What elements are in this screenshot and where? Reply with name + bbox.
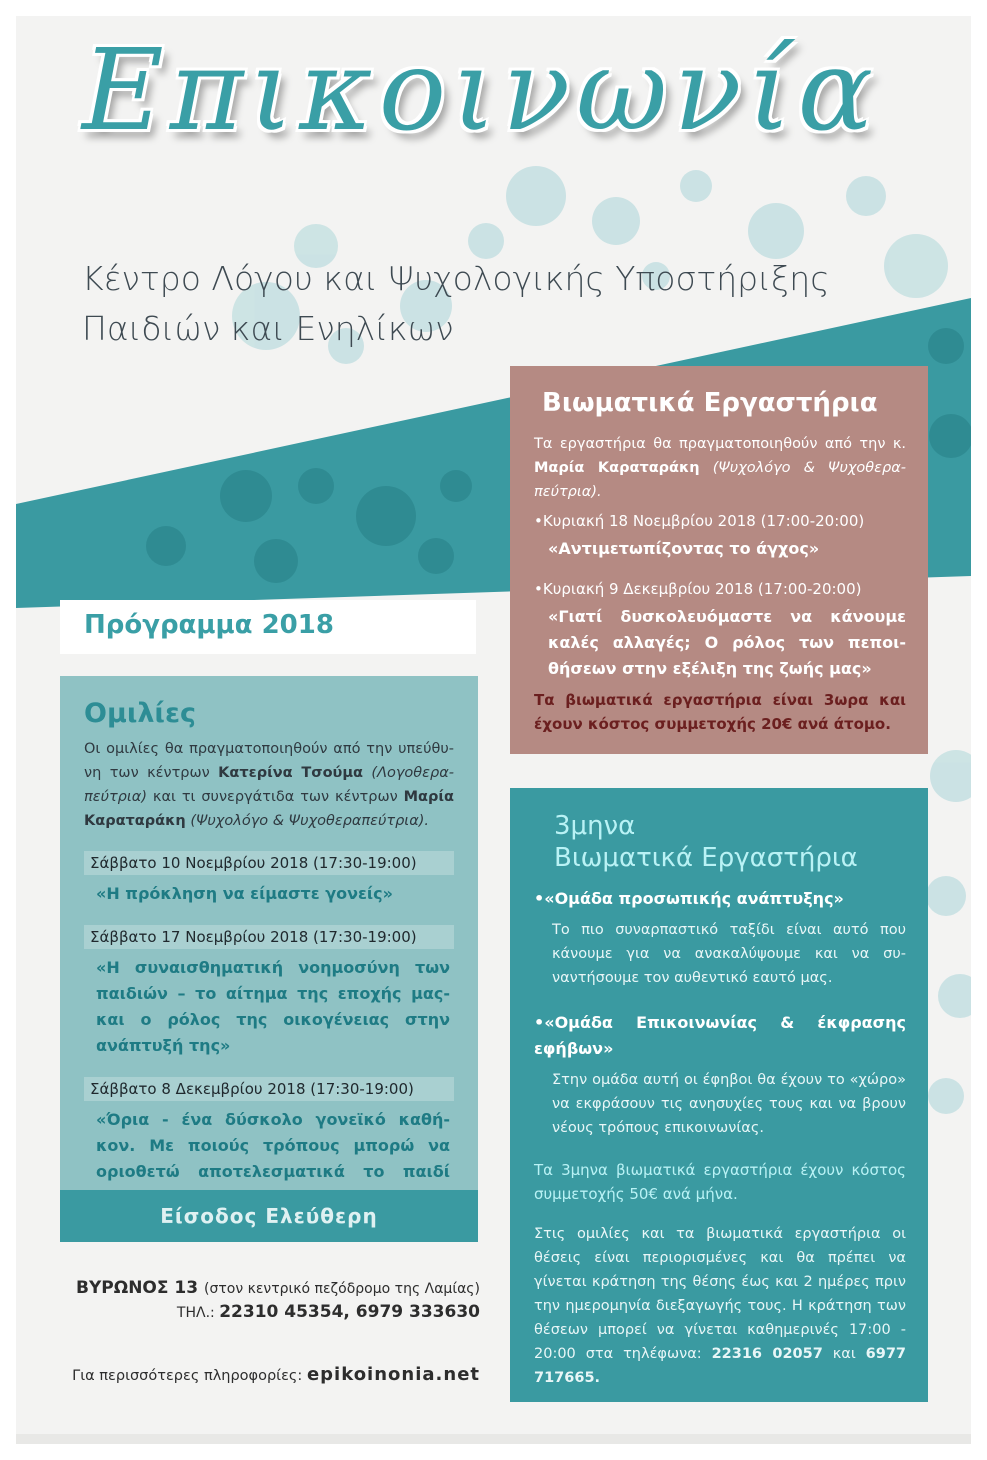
talk-1-date: Σάββατο 10 Νοεμβρίου 2018 — [90, 854, 309, 872]
workshop-2-date: Κυριακή 9 Δεκεμβρίου 2018 — [542, 580, 754, 598]
address-street: ΒΥΡΩΝΟΣ 13 — [76, 1278, 199, 1298]
workshops-host-name: Μαρία Καραταράκη — [534, 460, 700, 476]
talks-host-name-2: Μαρία Καραταράκη — [84, 789, 455, 829]
talk-3-title: «Όρια - ένα δύσκολο γονεϊκό καθή-κον. Με ποιούς τρόπους μπορώ να οριοθετώ αποτελεσματικά το παιδί — [96, 1110, 450, 1181]
talks-panel — [60, 676, 478, 1242]
tel-label: ΤΗΛ.: — [176, 1305, 215, 1321]
address — [62, 1278, 480, 1298]
workshops-host-role: (Ψυχολόγο & Ψυχοθερα-πεύτρια). — [534, 460, 906, 500]
subtitle-line-2: Παιδιών και Ενηλίκων — [82, 309, 454, 348]
workshop-2-title: «Γιατί δυσκολευόμαστε να κάνουμε καλές αλλαγές; Ο ρόλος των πεποι-θήσεων στην εξέλιξη της ζωής μας» — [548, 607, 906, 678]
talks-intro-text: Οι ομιλίες θα πραγματοποιηθούν από την υπεύθυ-νη των κέντρων — [84, 741, 454, 781]
talks-host-role-1: (Λογοθερα-πεύτρια) — [84, 765, 455, 805]
talk-1-date-row — [84, 851, 454, 875]
tel-numbers: 22310 45354, 6979 333630 — [219, 1302, 480, 1322]
free-entry-banner: Είσοδος Ελεύθερη — [60, 1190, 478, 1242]
workshop-1-time: (17:00-20:00) — [760, 512, 865, 530]
group-1-title: •«Ομάδα προσωπικής ανάπτυξης» — [534, 889, 844, 908]
group-1-title-text: «Ομάδα προσωπικής ανάπτυξης» — [544, 889, 844, 908]
monthly-title-line-2: Βιωματικά Εργαστήρια — [554, 843, 858, 873]
subtitle-line-1: Κέντρο Λόγου και Ψυχολογικής Υποστήριξης — [82, 259, 830, 298]
talk-3-date: Σάββατο 8 Δεκεμβρίου 2018 — [90, 1080, 306, 1098]
workshop-1-date-row: •Κυριακή 18 Νοεμβρίου 2018 (17:00-20:00) — [534, 512, 865, 530]
program-title: Πρόγραμμα 2018 — [84, 610, 334, 640]
booking-and: και — [832, 1346, 856, 1362]
talk-2-date: Σάββατο 17 Νοεμβρίου 2018 — [90, 928, 309, 946]
booking-phone-1: 22316 02057 — [711, 1346, 823, 1362]
workshop-2-date-row: •Κυριακή 9 Δεκεμβρίου 2018 (17:00-20:00) — [534, 580, 862, 598]
talk-2-date-row — [84, 925, 454, 949]
logo-title: Επικοινωνία — [82, 26, 880, 156]
group-2-title-text: «Ομάδα Επικοινωνίας & έκφρασης εφήβων» — [534, 1013, 906, 1058]
group-1-desc: Το πιο συναρπαστικό ταξίδι είναι αυτό που κάνουμε για να ανακαλύψουμε και να συ-ναντήσουμε τον αυθεντικό εαυτό μας. — [552, 922, 906, 986]
talks-intro-text-2: και τι συνεργάτιδα των κέντρων — [152, 789, 398, 805]
more-info — [62, 1364, 480, 1385]
talk-3-time: (17:30-19:00) — [310, 1080, 414, 1098]
website-link[interactable]: epikoinonia.net — [306, 1364, 480, 1385]
program-bar — [60, 600, 476, 654]
bottom-edge — [16, 1434, 971, 1444]
monthly-workshops-panel — [510, 788, 928, 1402]
workshop-2-time: (17:00-20:00) — [757, 580, 862, 598]
workshops-panel — [510, 366, 928, 754]
talk-2-title: «Η συναισθηματική νοημοσύνη των παιδιών – το αίτημα της εποχής μας-και ο ρόλος της οικογένειας στην ανάπτυξή της» — [96, 958, 450, 1055]
talk-3-date-row — [84, 1077, 454, 1101]
workshops-title: Βιωματικά Εργαστήρια — [542, 388, 878, 418]
talks-title: Ομιλίες — [84, 698, 196, 729]
more-info-label: Για περισσότερες πληροφορίες: — [72, 1368, 303, 1384]
talks-host-name-1: Κατερίνα Τσούμα — [218, 765, 363, 781]
booking-text: Στις ομιλίες και τα βιωματικά εργαστήρια οι θέσεις είναι περιορισμένες και θα πρέπει να γίνεται κράτηση της θέσης έως και 2 ημέρες πριν την ημερομηνία διεξαγωγής τους. Η κράτηση των θέσεων μπορεί να γίνεται καθημερινές 17:00 - 20:00 στα τηλέφωνα: — [534, 1226, 906, 1362]
workshops-note: Τα βιωματικά εργαστήρια είναι 3ωρα και έχουν κόστος συμμετοχής 20€ ανά άτομο. — [534, 691, 906, 733]
monthly-title — [554, 810, 906, 874]
booking-info — [534, 1222, 906, 1390]
contact-info — [62, 1278, 480, 1327]
workshops-intro — [534, 432, 906, 504]
poster — [16, 16, 971, 1444]
workshops-intro-text: Τα εργαστήρια θα πραγματοποιηθούν από την κ. — [534, 436, 906, 452]
booking-phone-2: 6977 717665. — [534, 1346, 906, 1386]
address-note: (στον κεντρικό πεζόδρομο της Λαμίας) — [203, 1281, 480, 1297]
monthly-title-line-1: 3μηνα — [554, 811, 636, 841]
talk-1-time: (17:30-19:00) — [313, 854, 417, 872]
workshop-1-date: Κυριακή 18 Νοεμβρίου 2018 — [542, 512, 756, 530]
group-2-title: •«Ομάδα Επικοινωνίας & έκφρασης εφήβων» — [534, 1013, 906, 1058]
talk-1-title: «Η πρόκληση να είμαστε γονείς» — [96, 884, 393, 903]
talk-2-time: (17:30-19:00) — [313, 928, 417, 946]
workshop-1-title: «Αντιμετωπίζοντας το άγχος» — [548, 539, 820, 558]
talks-host-role-2: (Ψυχολόγο & Ψυχοθεραπεύτρια). — [190, 813, 430, 829]
talks-intro — [84, 737, 454, 833]
group-2-desc: Στην ομάδα αυτή οι έφηβοι θα έχουν το «χώρο» να εκφράσουν τις ανησυχίες τους και να βρουν νέους τρόπους επικοινωνίας. — [552, 1072, 906, 1136]
subtitle — [82, 254, 830, 354]
telephone — [62, 1298, 480, 1327]
monthly-cost: Τα 3μηνα βιωματικά εργαστήρια έχουν κόστος συμμετοχής 50€ ανά μήνα. — [534, 1161, 906, 1203]
